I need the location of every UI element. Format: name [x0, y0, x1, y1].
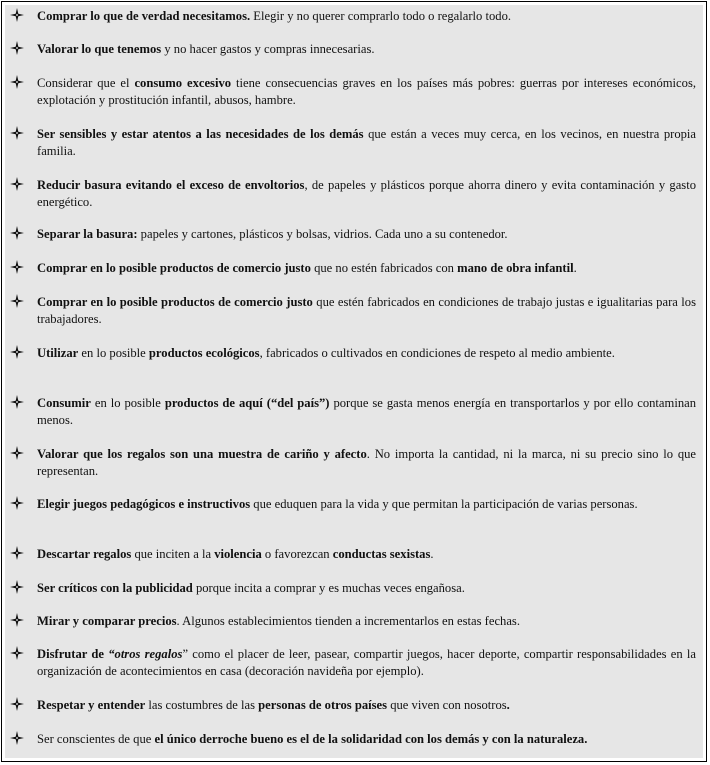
- text: ” como el placer de leer, pasear, compartir juegos, hacer deporte, compartir responsabilidades en la organización de acontecimientos en casa (decoración navideña por ejemplo).: [37, 647, 697, 678]
- list-item: [10, 75, 696, 109]
- bold-text: productos ecológicos: [148, 346, 260, 360]
- bold-text: Comprar lo que de verdad necesitamos.: [37, 9, 251, 23]
- bold-text: productos de aquí (“del país”): [164, 396, 330, 410]
- text: y no hacer gastos y compras innecesarias.: [161, 42, 375, 56]
- star-bullet-icon: [10, 646, 24, 660]
- star-bullet-icon: [10, 395, 24, 409]
- text: Elegir y no querer comprarlo todo o regalarlo todo.: [250, 9, 512, 23]
- star-bullet-icon: [10, 41, 24, 55]
- bold-text: el único derroche bueno es el de la solidaridad con los demás y con la naturaleza.: [154, 732, 588, 746]
- bold-text: .: [506, 698, 510, 712]
- bold-text: Disfrutar de: [37, 647, 109, 661]
- star-bullet-icon: [10, 731, 24, 745]
- list-item: [10, 613, 696, 630]
- text: , fabricados o cultivados en condiciones de respeto al medio ambiente.: [259, 346, 615, 360]
- text: que no estén fabricados con: [310, 261, 458, 275]
- text: en lo posible: [78, 346, 149, 360]
- list-item: [10, 177, 696, 211]
- bold-text: Utilizar: [37, 346, 79, 360]
- text: en lo posible: [90, 396, 165, 410]
- text: Ser conscientes de que: [37, 732, 155, 746]
- star-bullet-icon: [10, 75, 24, 89]
- content-panel: [5, 5, 703, 758]
- text: las costumbres de las: [145, 698, 259, 712]
- star-bullet-icon: [10, 345, 24, 359]
- text: . Algunos establecimientos tienden a incrementarlos en estas fechas.: [176, 614, 520, 628]
- star-bullet-icon: [10, 546, 24, 560]
- star-bullet-icon: [10, 446, 24, 460]
- text: porque incita a comprar y es muchas veces engañosa.: [192, 581, 465, 595]
- list-item: [10, 8, 696, 25]
- text: que están a veces muy cerca, en los vecinos, en nuestra propia familia.: [37, 127, 696, 158]
- bold-text: “otros regalos: [108, 647, 183, 661]
- bold-text: Reducir basura evitando el exceso de envoltorios: [37, 178, 305, 192]
- bold-text: conductas sexistas: [332, 547, 431, 561]
- bold-text: consumo excesivo: [134, 76, 232, 90]
- bold-text: Comprar en lo posible productos de comercio justo: [37, 295, 313, 309]
- star-bullet-icon: [10, 260, 24, 274]
- list-item: [10, 260, 696, 277]
- list-item: [10, 446, 696, 480]
- bold-text: Ser sensibles y estar atentos a las necesidades de los demás: [37, 127, 364, 141]
- list-item: [10, 345, 696, 362]
- list-item: [10, 646, 696, 680]
- star-bullet-icon: [10, 294, 24, 308]
- bold-text: violencia: [214, 547, 262, 561]
- bold-text: Valorar que los regalos son una muestra de cariño y afecto: [37, 447, 367, 461]
- bold-text: Ser críticos con la publicidad: [37, 581, 193, 595]
- star-bullet-icon: [10, 8, 24, 22]
- list-item: [10, 546, 696, 563]
- bold-text: Descartar regalos: [37, 547, 132, 561]
- bold-text: Mirar y comparar precios: [37, 614, 177, 628]
- star-bullet-icon: [10, 177, 24, 191]
- bold-text: Respetar y entender: [37, 698, 146, 712]
- bold-text: mano de obra infantil: [457, 261, 574, 275]
- text: tiene consecuencias graves en los países más pobres: guerras por intereses económicos, explotación y prostitución infantil, abusos, hambre.: [37, 76, 696, 107]
- list-item: [10, 395, 696, 429]
- text: porque se gasta menos energía en transportarlos y por ello contaminan menos.: [37, 396, 696, 427]
- text: papeles y cartones, plásticos y bolsas, vidrios. Cada uno a su contenedor.: [137, 227, 508, 241]
- list-item: [10, 41, 696, 58]
- bold-text: personas de otros países: [258, 698, 388, 712]
- text: o favorezcan: [261, 547, 333, 561]
- text: que eduquen para la vida y que permitan la participación de varias personas.: [250, 497, 638, 511]
- list-item: [10, 496, 696, 513]
- star-bullet-icon: [10, 580, 24, 594]
- bold-text: Separar la basura:: [37, 227, 138, 241]
- text: que inciten a la: [131, 547, 215, 561]
- list-item: [10, 697, 696, 714]
- bold-text: Valorar lo que tenemos: [37, 42, 162, 56]
- document-frame: [1, 1, 707, 762]
- text: Considerar que el: [37, 76, 135, 90]
- list-item: [10, 731, 696, 748]
- text: .: [573, 261, 577, 275]
- list-item: [10, 226, 696, 243]
- star-bullet-icon: [10, 613, 24, 627]
- text: , de papeles y plásticos porque ahorra dinero y evita contaminación y gasto energético.: [37, 178, 696, 209]
- text: . No importa la cantidad, ni la marca, ni su precio sino lo que representan.: [37, 447, 697, 478]
- star-bullet-icon: [10, 496, 24, 510]
- list-item: [10, 126, 696, 160]
- list-item: [10, 294, 696, 328]
- list-item: [10, 580, 696, 597]
- text: que estén fabricados en condiciones de trabajo justas e igualitarias para los trabajadores.: [37, 295, 696, 326]
- bold-text: Comprar en lo posible productos de comercio justo: [37, 261, 311, 275]
- star-bullet-icon: [10, 126, 24, 140]
- bold-text: Consumir: [37, 396, 91, 410]
- text: que viven con nosotros: [387, 698, 507, 712]
- star-bullet-icon: [10, 697, 24, 711]
- text: .: [430, 547, 434, 561]
- bold-text: Elegir juegos pedagógicos e instructivos: [37, 497, 251, 511]
- star-bullet-icon: [10, 226, 24, 240]
